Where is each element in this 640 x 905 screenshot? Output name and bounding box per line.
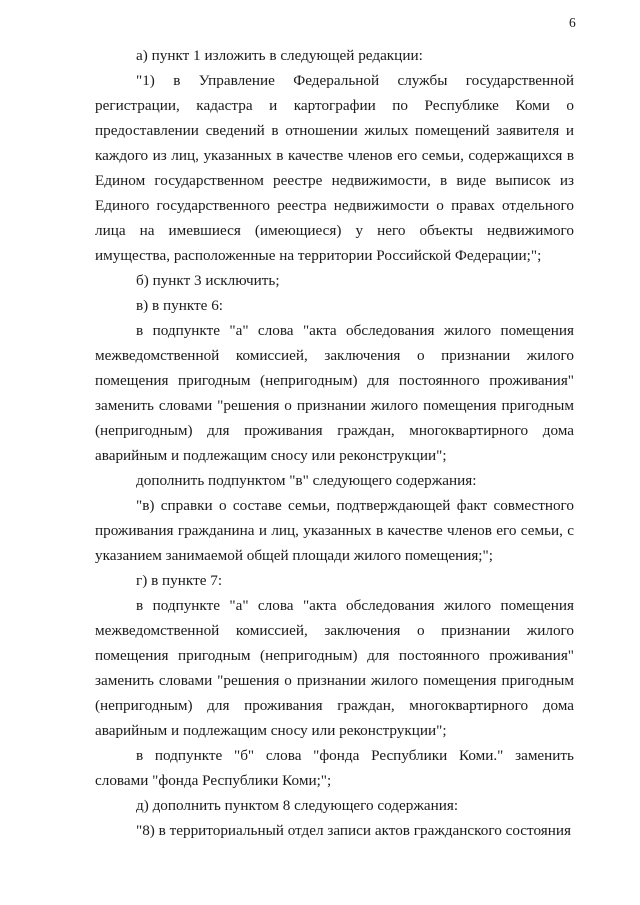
paragraph-v-subitem-a: в подпункте "а" слова "акта обследования жилого помещения межведомственной комиссией, заключения о признании жилого помещения пригодным (непригодным) для постоянного проживания" заменить словами "решения о признании жилого помещения пригодным (непригодным) для проживания граждан, многоквартирного дома аварийным и подлежащим сносу или реконструкции"; — [95, 322, 574, 464]
paragraph-item-1: "1) в Управление Федеральной службы государственной регистрации, кадастра и картографии по Республике Коми о предоставлении сведений в отношении жилых помещений заявителя и каждого из лиц, указанных в качестве членов его семьи, содержащихся в Едином государственном реестре недвижимости, в виде выписок из Единого государственного реестра недвижимости о правах отдельного лица на имевшиеся (имеющиеся) у него объекты недвижимого имущества, расположенные на территории Российской Федерации;"; — [95, 72, 574, 264]
paragraph-item-8: "8) в территориальный отдел записи актов гражданского состояния — [136, 822, 572, 839]
page-number: 6 — [569, 15, 576, 30]
paragraph-g: г) в пункте 7: — [136, 572, 223, 589]
document-body — [95, 43, 574, 843]
paragraph-b: б) пункт 3 исключить; — [136, 272, 280, 289]
paragraph-d: д) дополнить пунктом 8 следующего содержания: — [136, 797, 459, 814]
paragraph-g-subitem-a: в подпункте "а" слова "акта обследования жилого помещения межведомственной комиссией, заключения о признании жилого помещения пригодным (непригодным) для постоянного проживания" заменить словами "решения о признании жилого помещения пригодным (непригодным) для проживания граждан, многоквартирного дома аварийным и подлежащим сносу или реконструкции"; — [95, 597, 574, 739]
paragraph-v: в) в пункте 6: — [136, 297, 224, 314]
paragraph-g-subitem-b: в подпункте "б" слова "фонда Республики Коми." заменить словами "фонда Республики Коми;"; — [95, 747, 574, 789]
paragraph-v-subitem-v: "в) справки о составе семьи, подтверждающей факт совместного проживания гражданина и лиц, указанных в качестве членов его семьи, с указанием занимаемой общей площади жилого помещения;"; — [95, 497, 574, 564]
paragraph-a: а) пункт 1 изложить в следующей редакции: — [136, 47, 423, 64]
paragraph-v-add-subitem: дополнить подпунктом "в" следующего содержания: — [136, 472, 477, 489]
